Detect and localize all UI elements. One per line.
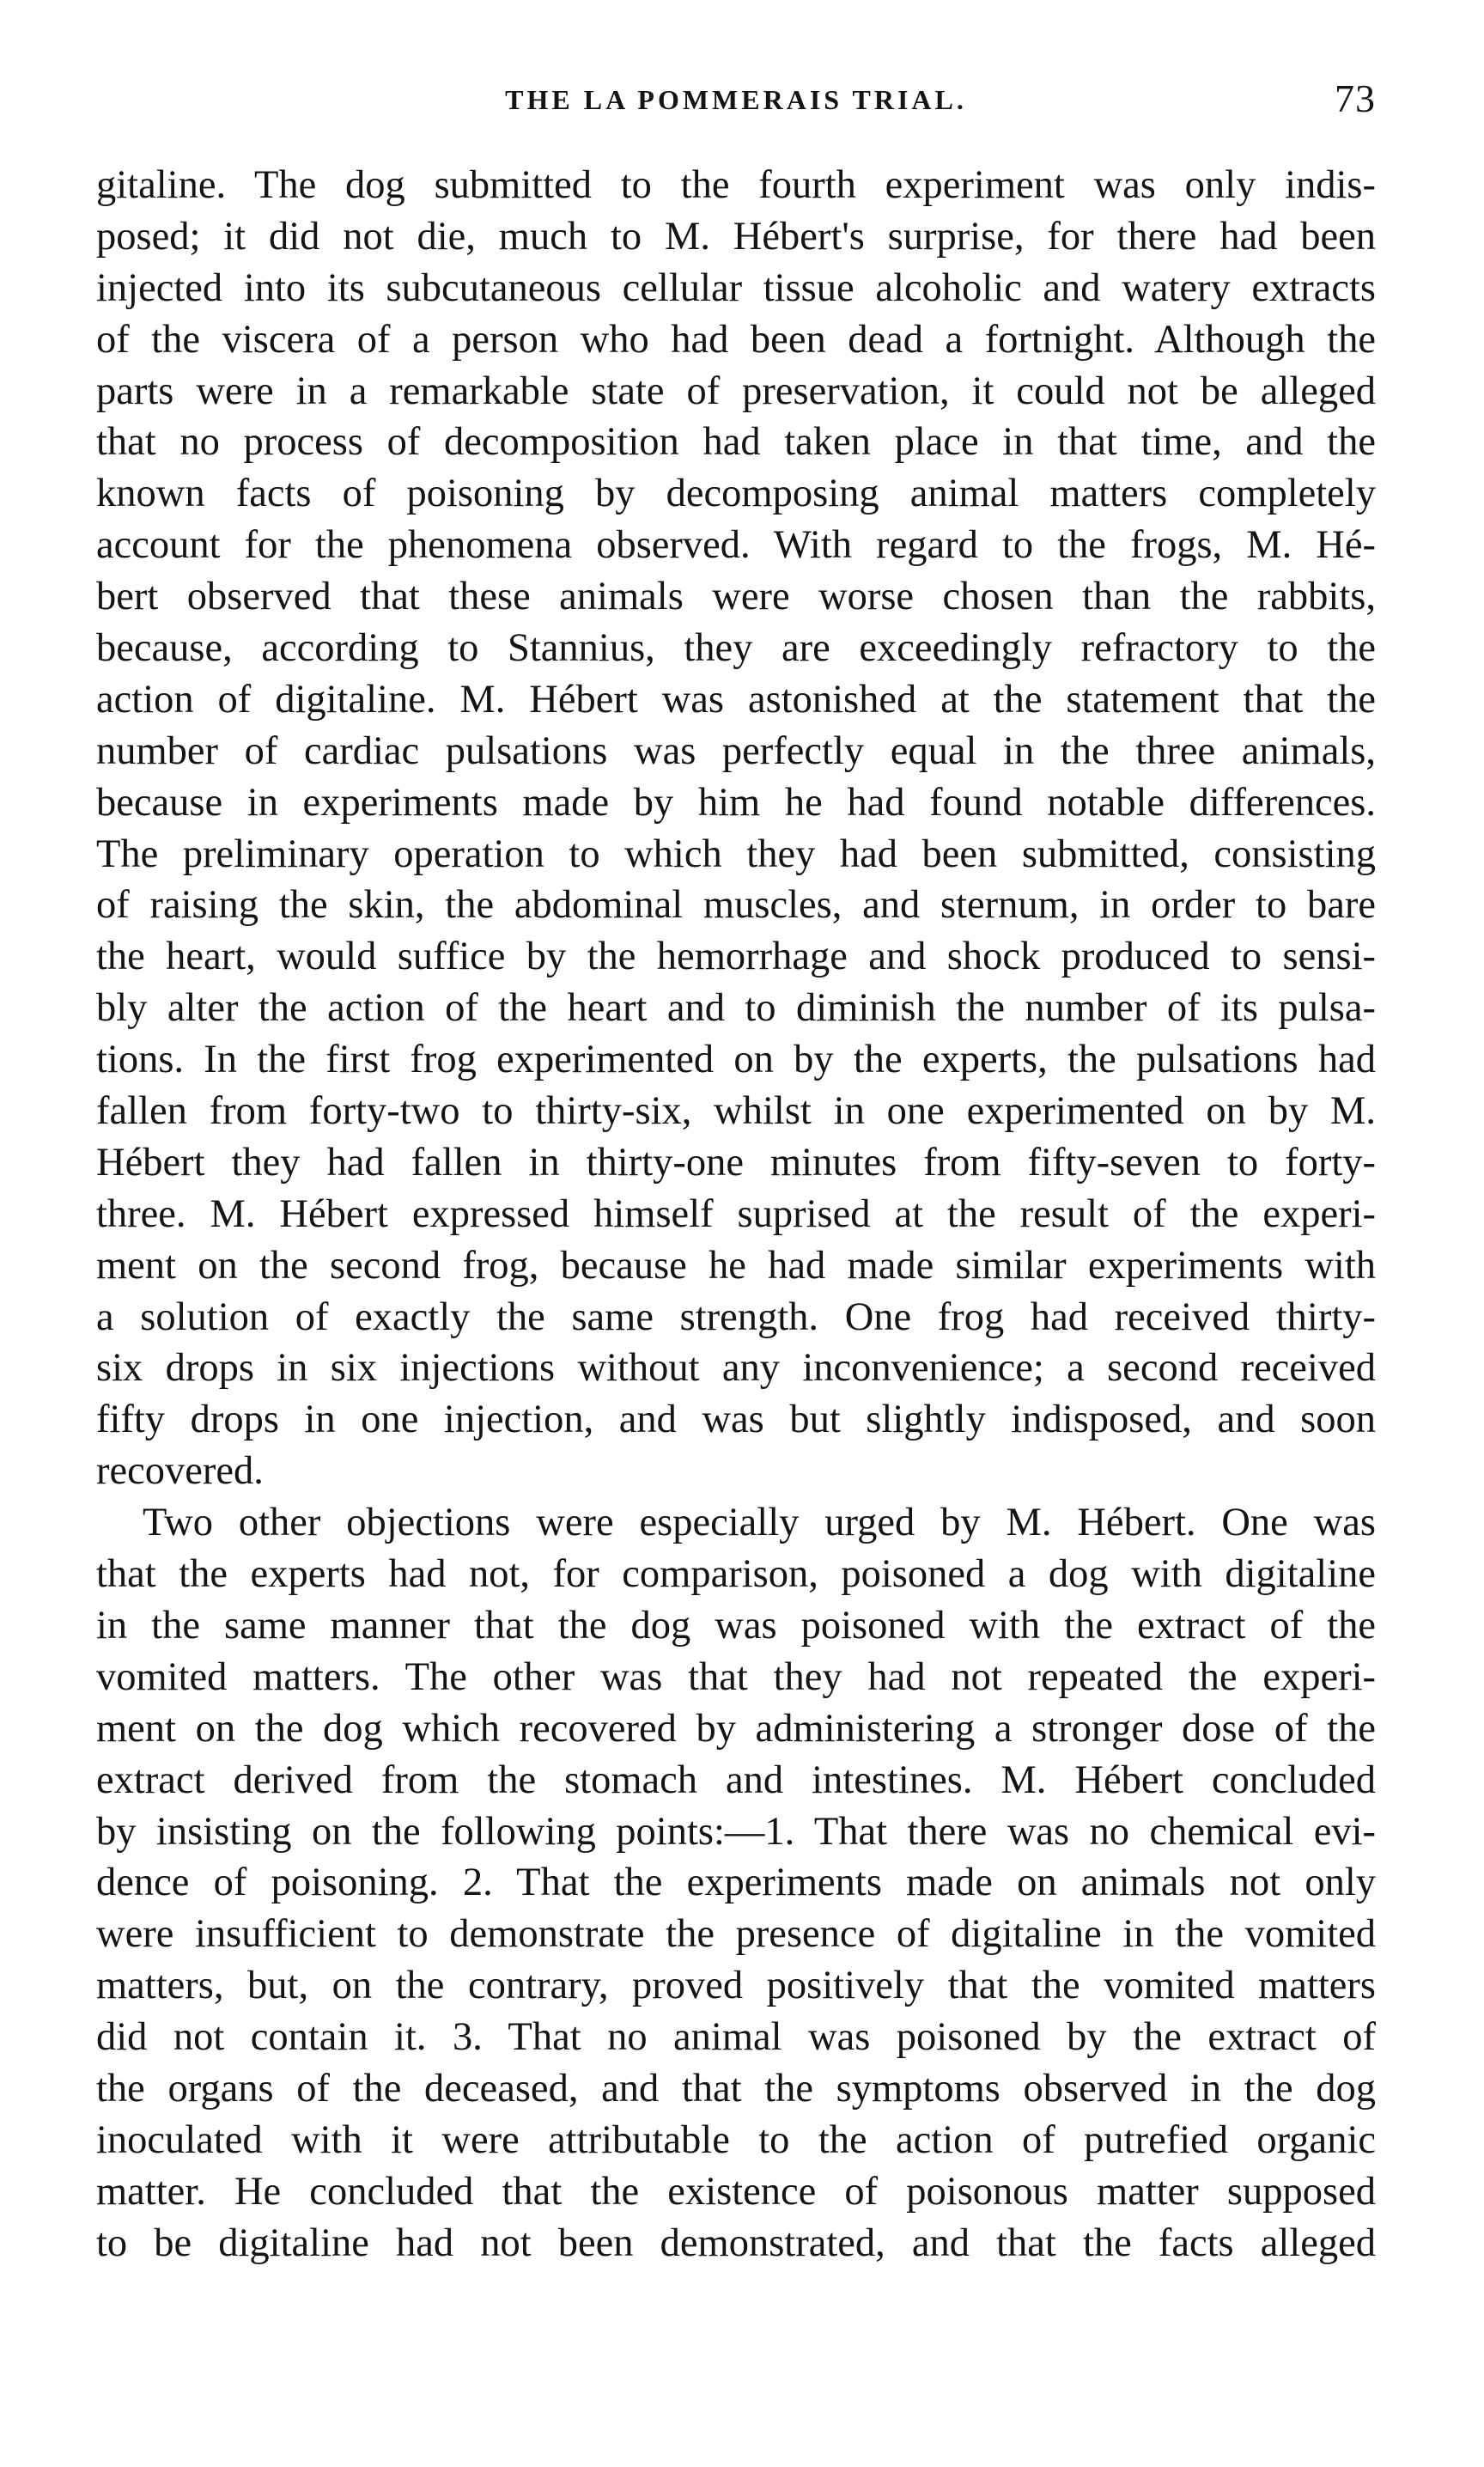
text-line: inoculated with it were attributable to the action of putrefied organic	[96, 2117, 1376, 2162]
text-line: were insufficient to demonstrate the presence of digitaline in the vomited	[96, 1912, 1376, 1957]
text-line: gitaline. The dog submitted to the fourth experiment was only indis-	[96, 163, 1376, 207]
text-line: dence of poisoning. 2. That the experiments made on animals not only	[96, 1861, 1376, 1905]
text-line: that the experts had not, for comparison, poisoned a dog with digitaline	[96, 1552, 1376, 1597]
text-line: parts were in a remarkable state of preservation, it could not be alleged	[96, 369, 1376, 413]
text-line: ment on the dog which recovered by administering a stronger dose of the	[96, 1706, 1376, 1751]
page-number: 73	[1335, 76, 1376, 120]
running-head	[96, 76, 1376, 127]
text-line: account for the phenomena observed. With regard to the frogs, M. Hé-	[96, 523, 1376, 568]
text-line: fifty drops in one injection, and was but slightly indisposed, and soon	[96, 1398, 1376, 1442]
running-title: THE LA POMMERAIS TRIAL.	[505, 84, 967, 115]
text-line: to be digitaline had not been demonstrated, and that the facts alleged	[96, 2220, 1376, 2265]
text-line: fallen from forty-two to thirty-six, whilst in one experimented on by M.	[96, 1089, 1376, 1134]
text-line: recovered.	[96, 1449, 264, 1494]
text-line: ment on the second frog, because he had made similar experiments with	[96, 1243, 1376, 1288]
text-line: number of cardiac pulsations was perfectly equal in the three animals,	[96, 728, 1376, 773]
text-line: that no process of decomposition had taken place in that time, and the	[96, 420, 1376, 465]
text-line: posed; it did not die, much to M. Hébert's surprise, for there had been	[96, 214, 1376, 259]
text-line: known facts of poisoning by decomposing animal matters completely	[96, 472, 1376, 516]
text-line: a solution of exactly the same strength. One frog had received thirty-	[96, 1294, 1376, 1339]
text-line: the heart, would suffice by the hemorrhage and shock produced to sensi-	[96, 935, 1376, 979]
text-line: The preliminary operation to which they had been submitted, consisting	[96, 831, 1376, 876]
text-line: injected into its subcutaneous cellular tissue alcoholic and watery extracts	[96, 265, 1376, 310]
text-line: because in experiments made by him he had found notable differences.	[96, 780, 1376, 825]
text-line: in the same manner that the dog was poisoned with the extract of the	[96, 1603, 1376, 1648]
text-line: the organs of the deceased, and that the symptoms observed in the dog	[96, 2066, 1376, 2111]
text-line: matters, but, on the contrary, proved positively that the vomited matters	[96, 1964, 1376, 2008]
text-line: did not contain it. 3. That no animal was poisoned by the extract of	[96, 2015, 1376, 2060]
text-line: three. M. Hébert expressed himself suprised at the result of the experi-	[96, 1191, 1376, 1236]
text-line: tions. In the first frog experimented on by the experts, the pulsations had	[96, 1038, 1376, 1082]
text-line: extract derived from the stomach and intestines. M. Hébert concluded	[96, 1757, 1376, 1802]
text-line: six drops in six injections without any inconvenience; a second received	[96, 1346, 1376, 1391]
text-line: Two other objections were especially urged by M. Hébert. One was	[143, 1501, 1376, 1545]
text-line: of raising the skin, the abdominal muscles, and sternum, in order to bare	[96, 883, 1376, 928]
text-line: Hébert they had fallen in thirty-one minutes from fifty-seven to forty-	[96, 1140, 1376, 1185]
text-line: bly alter the action of the heart and to diminish the number of its pulsa-	[96, 986, 1376, 1031]
text-line: vomited matters. The other was that they had not repeated the experi-	[96, 1654, 1376, 1699]
text-line: of the viscera of a person who had been dead a fortnight. Although the	[96, 317, 1376, 362]
text-line: by insisting on the following points:—1. That there was no chemical evi-	[96, 1809, 1376, 1854]
text-line: bert observed that these animals were worse chosen than the rabbits,	[96, 575, 1376, 619]
text-line: because, according to Stannius, they are exceedingly refractory to the	[96, 626, 1376, 671]
paragraph	[96, 1497, 1376, 2269]
text-line: matter. He concluded that the existence of poisonous matter supposed	[96, 2169, 1376, 2214]
body-text	[96, 160, 1376, 2269]
paragraph	[96, 160, 1376, 1497]
text-line: action of digitaline. M. Hébert was astonished at the statement that the	[96, 677, 1376, 722]
